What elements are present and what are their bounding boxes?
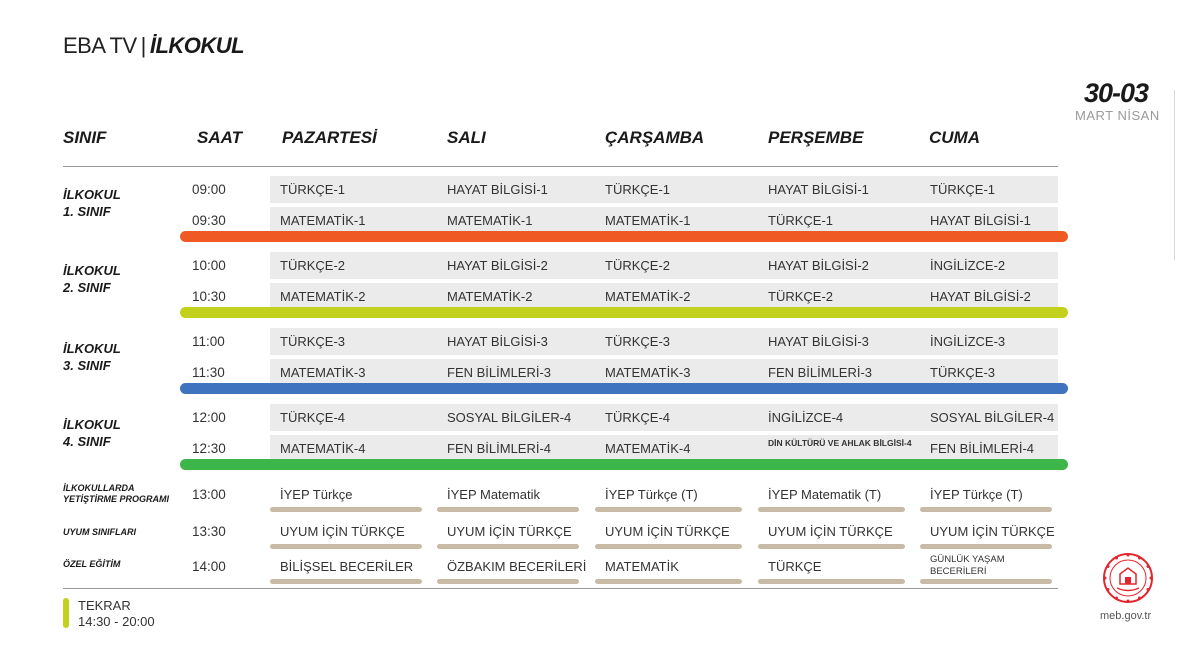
time-slot: 12:00	[192, 410, 226, 425]
program-cell-pazartesi: UYUM İÇİN TÜRKÇE	[280, 524, 405, 539]
schedule-cell-persembe: HAYAT BİLGİSİ-2	[758, 252, 920, 279]
header-sinif: SINIF	[63, 128, 107, 147]
schedule-cell-persembe: TÜRKÇE-1	[758, 207, 920, 234]
program-cell-pazartesi: BİLİŞSEL BECERİLER	[280, 559, 414, 574]
grade-label	[63, 186, 173, 220]
header-cuma: CUMA	[929, 128, 980, 147]
time-slot: 11:30	[192, 365, 225, 380]
program-underline	[437, 579, 579, 584]
program-underline	[595, 507, 742, 512]
side-divider	[1174, 90, 1175, 260]
schedule-cell-cuma: İNGİLİZCE-2	[920, 252, 1058, 279]
grade-label	[63, 262, 173, 296]
header-pazartesi: PAZARTESİ	[282, 128, 377, 147]
grade-label-line1: İLKOKUL	[63, 417, 121, 432]
grade-label	[63, 416, 173, 450]
schedule-cell-pazartesi: TÜRKÇE-3	[270, 328, 437, 355]
time-slot: 13:30	[192, 524, 226, 539]
program-underline	[437, 544, 579, 549]
program-cell-carsamba: UYUM İÇİN TÜRKÇE	[605, 524, 730, 539]
time-slot: 10:30	[192, 289, 226, 304]
schedule-cell-pazartesi: MATEMATİK-4	[270, 435, 437, 462]
header-persembe: PERŞEMBE	[768, 128, 864, 147]
program-underline	[270, 579, 422, 584]
schedule-cell-sali: FEN BİLİMLERİ-3	[437, 359, 595, 386]
tekrar-time: 14:30 - 20:00	[78, 614, 155, 629]
program-underline	[758, 579, 905, 584]
header-saat: SAAT	[197, 128, 243, 147]
program-label: UYUM SINIFLARI	[63, 527, 136, 537]
program-cell-sali: UYUM İÇİN TÜRKÇE	[447, 524, 572, 539]
schedule-cell-carsamba: TÜRKÇE-4	[595, 404, 758, 431]
meb-logo	[1102, 552, 1154, 604]
footer-site: meb.gov.tr	[1100, 610, 1152, 622]
program-cell-carsamba: MATEMATİK	[605, 559, 679, 574]
program-underline	[920, 507, 1052, 512]
schedule-cell-pazartesi: TÜRKÇE-1	[270, 176, 437, 203]
schedule-cell-cuma: HAYAT BİLGİSİ-1	[920, 207, 1058, 234]
time-slot: 14:00	[192, 559, 226, 574]
schedule-cell-carsamba: MATEMATİK-4	[595, 435, 758, 462]
schedule-cell-persembe: İNGİLİZCE-4	[758, 404, 920, 431]
tekrar-info	[78, 598, 155, 630]
program-cell-persembe: TÜRKÇE	[768, 559, 822, 574]
schedule-cell-sali: HAYAT BİLGİSİ-3	[437, 328, 595, 355]
date-range: 30-03	[1084, 78, 1149, 108]
grade-label-line2: 1. SINIF	[63, 204, 111, 219]
grade-label-line1: İLKOKUL	[63, 187, 121, 202]
schedule-cell-pazartesi: TÜRKÇE-4	[270, 404, 437, 431]
schedule-cell-carsamba: TÜRKÇE-2	[595, 252, 758, 279]
schedule-cell-persembe: DİN KÜLTÜRÜ VE AHLAK BİLGİSİ-4	[758, 435, 920, 462]
schedule-cell-sali: HAYAT BİLGİSİ-2	[437, 252, 595, 279]
table-bottom-rule	[63, 588, 1058, 589]
schedule-cell-sali: MATEMATİK-2	[437, 283, 595, 310]
schedule-cell-sali: HAYAT BİLGİSİ-1	[437, 176, 595, 203]
grade-label-line2: 3. SINIF	[63, 358, 111, 373]
program-cell-persembe: İYEP Matematik (T)	[768, 487, 882, 502]
schedule-cell-carsamba: MATEMATİK-2	[595, 283, 758, 310]
schedule-cell-carsamba: TÜRKÇE-1	[595, 176, 758, 203]
schedule-cell-cuma: HAYAT BİLGİSİ-2	[920, 283, 1058, 310]
time-slot: 10:00	[192, 258, 226, 273]
program-cell-persembe: UYUM İÇİN TÜRKÇE	[768, 524, 893, 539]
program-label: İLKOKULLARDA YETİŞTİRME PROGRAMI	[63, 483, 170, 504]
program-underline	[437, 507, 579, 512]
grade-separator-bar	[180, 231, 1068, 242]
tekrar-marker	[63, 598, 69, 628]
program-cell-sali: ÖZBAKIM BECERİLERİ	[447, 559, 587, 574]
program-cell-cuma: UYUM İÇİN TÜRKÇE	[930, 524, 1055, 539]
schedule-cell-sali: SOSYAL BİLGİLER-4	[437, 404, 595, 431]
program-cell-cuma: GÜNLÜK YAŞAM BECERİLERİ	[930, 554, 1005, 577]
brand-name: EBA TV	[63, 33, 137, 58]
page-title	[63, 33, 244, 59]
schedule-cell-cuma: TÜRKÇE-1	[920, 176, 1058, 203]
header-sali: SALI	[447, 128, 486, 147]
program-underline	[758, 507, 905, 512]
schedule-cell-persembe: HAYAT BİLGİSİ-3	[758, 328, 920, 355]
schedule-cell-sali: MATEMATİK-1	[437, 207, 595, 234]
time-slot: 09:30	[192, 213, 226, 228]
program-underline	[758, 544, 905, 549]
schedule-cell-cuma: SOSYAL BİLGİLER-4	[920, 404, 1058, 431]
schedule-cell-pazartesi: MATEMATİK-1	[270, 207, 437, 234]
time-slot: 13:00	[192, 487, 226, 502]
meb-seal-icon	[1102, 552, 1154, 604]
time-slot: 09:00	[192, 182, 226, 197]
program-underline	[920, 579, 1052, 584]
schedule-cell-carsamba: TÜRKÇE-3	[595, 328, 758, 355]
program-cell-cuma: İYEP Türkçe (T)	[930, 487, 1023, 502]
table-top-rule	[63, 166, 1058, 167]
time-slot: 12:30	[192, 441, 226, 456]
schedule-cell-persembe: TÜRKÇE-2	[758, 283, 920, 310]
program-cell-carsamba: İYEP Türkçe (T)	[605, 487, 698, 502]
time-slot: 11:00	[192, 334, 225, 349]
grade-label	[63, 340, 173, 374]
schedule-cell-sali: FEN BİLİMLERİ-4	[437, 435, 595, 462]
grade-label-line2: 4. SINIF	[63, 434, 111, 449]
brand-separator: |	[140, 33, 146, 58]
tekrar-label: TEKRAR	[78, 598, 131, 613]
grade-label-line2: 2. SINIF	[63, 280, 111, 295]
grade-label-line1: İLKOKUL	[63, 263, 121, 278]
schedule-cell-persembe: FEN BİLİMLERİ-3	[758, 359, 920, 386]
schedule-cell-pazartesi: MATEMATİK-3	[270, 359, 437, 386]
program-underline	[270, 544, 422, 549]
grade-label-line1: İLKOKUL	[63, 341, 121, 356]
schedule-cell-carsamba: MATEMATİK-3	[595, 359, 758, 386]
program-underline	[270, 507, 422, 512]
brand-level: İLKOKUL	[149, 33, 245, 58]
schedule-cell-carsamba: MATEMATİK-1	[595, 207, 758, 234]
program-underline	[595, 544, 742, 549]
program-label: ÖZEL EĞİTİM	[63, 559, 121, 569]
schedule-cell-pazartesi: MATEMATİK-2	[270, 283, 437, 310]
grade-separator-bar	[180, 383, 1068, 394]
program-underline	[595, 579, 742, 584]
date-months: MART NİSAN	[1075, 108, 1160, 123]
grade-separator-bar	[180, 459, 1068, 470]
grade-separator-bar	[180, 307, 1068, 318]
schedule-cell-cuma: TÜRKÇE-3	[920, 359, 1058, 386]
program-cell-sali: İYEP Matematik	[447, 487, 540, 502]
header-carsamba: ÇARŞAMBA	[605, 128, 705, 147]
program-cell-pazartesi: İYEP Türkçe	[280, 487, 353, 502]
schedule-cell-cuma: İNGİLİZCE-3	[920, 328, 1058, 355]
schedule-cell-cuma: FEN BİLİMLERİ-4	[920, 435, 1058, 462]
schedule-cell-pazartesi: TÜRKÇE-2	[270, 252, 437, 279]
schedule-cell-persembe: HAYAT BİLGİSİ-1	[758, 176, 920, 203]
program-underline	[920, 544, 1052, 549]
